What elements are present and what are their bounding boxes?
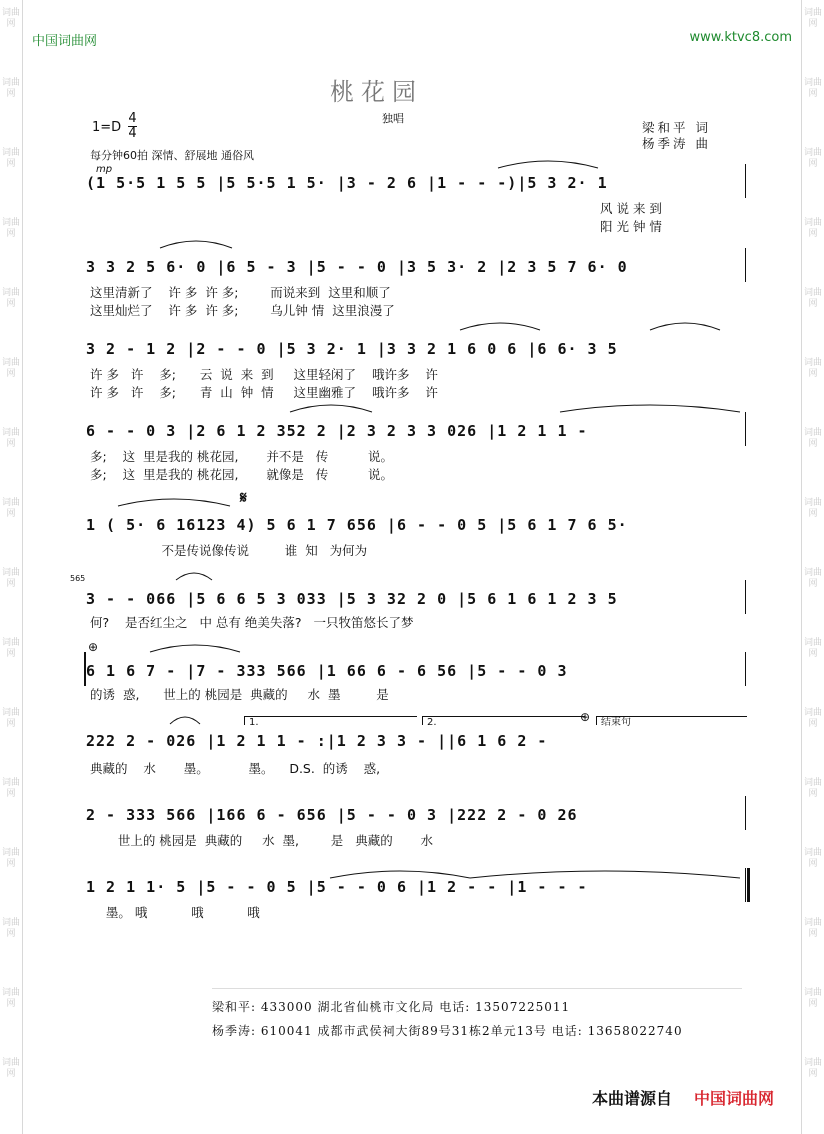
tempo-marking: 每分钟60拍 深情、舒展地 通俗风 [90, 149, 254, 162]
watermark-text: 词曲网 [804, 428, 823, 449]
source-label: 本曲谱源自 [592, 1089, 673, 1108]
segno-sign: 𝄋 [240, 488, 247, 507]
grace-notes: 565 [70, 574, 86, 583]
lyric-line: 这里清新了 许 多 许 多; 而说来到 这里和顺了 [90, 285, 391, 300]
source-brand[interactable]: 中国词曲网 [694, 1089, 775, 1108]
notation-line: 3 2 - 1 2 |2 - - 0 |5 3 2· 1 |3 3 2 1 6 0 6 |6 6· 3 5 [86, 340, 618, 358]
lyric-line: 的诱 惑, 世上的 桃园是 典藏的 水 墨 是 [90, 687, 389, 702]
composer-credit: 杨季涛 曲 [642, 136, 711, 151]
left-watermark-strip [0, 0, 23, 1134]
watermark-text: 词曲网 [804, 918, 823, 939]
lyricist-address: 梁和平: 433000 湖北省仙桃市文化局 电话: 13507225011 [212, 1000, 571, 1014]
lyric-line: 风 说 来 到 [600, 201, 662, 216]
notation-line: 6 - - 0 3 |2 6 1 2 352 2 |2 3 2 3 3 026 |1 2 1 1 - [86, 422, 588, 440]
watermark-text: 词曲网 [804, 1058, 823, 1079]
lyric-line: 这里灿烂了 许 多 许 多; 乌儿钟 情 这里浪漫了 [90, 303, 395, 318]
notation-line: 1 2 1 1· 5 |5 - - 0 5 |5 - - 0 6 |1 2 - - |1 - - - [86, 878, 588, 896]
notation-line: 1 ( 5· 6 16123 4) 5 6 1 7 656 |6 - - 0 5 |5 6 1 7 6 5· [86, 516, 628, 534]
lyric-line: 多; 这 里是我的 桃花园, 就像是 传 说。 [90, 467, 393, 482]
watermark-text: 词曲网 [2, 288, 21, 309]
watermark-text: 词曲网 [804, 988, 823, 1009]
barline [745, 580, 747, 614]
slur-arc [560, 405, 740, 412]
watermark-text: 词曲网 [804, 568, 823, 589]
lyric-line: 不是传说像传说 谁 知 为何为 [90, 543, 368, 558]
watermark-text: 词曲网 [2, 358, 21, 379]
volta-label: 2. [427, 717, 437, 728]
watermark-text: 词曲网 [804, 8, 823, 29]
lyric-line: 多; 这 里是我的 桃花园, 并不是 传 说。 [90, 449, 393, 464]
composer-address: 杨季涛: 610041 成都市武侯祠大街89号31栋2单元13号 电话: 13658022740 [212, 1024, 683, 1038]
notation-line: 2 - 333 566 |166 6 - 656 |5 - - 0 3 |222 2 - 0 26 [86, 806, 578, 824]
watermark-text: 词曲网 [804, 848, 823, 869]
watermark-text: 词曲网 [2, 918, 21, 939]
barline [745, 164, 747, 198]
watermark-text: 词曲网 [804, 638, 823, 659]
slur-arc [160, 241, 232, 248]
final-barline [745, 868, 750, 902]
source-attribution [592, 1086, 774, 1109]
barline [745, 248, 747, 282]
notation-line: 222 2 - 026 |1 2 1 1 - :|1 2 3 3 - ||6 1 6 2 - [86, 732, 548, 750]
watermark-text: 词曲网 [2, 988, 21, 1009]
footer-divider [212, 988, 742, 989]
watermark-text: 词曲网 [2, 78, 21, 99]
notation-line: 6 1 6 7 - |7 - 333 566 |1 66 6 - 6 56 |5 - - 0 3 [86, 662, 568, 680]
watermark-text: 词曲网 [804, 148, 823, 169]
lyric-line: 许 多 许 多; 青 山 钟 情 这里幽雅了 哦许多 许 [90, 385, 438, 400]
watermark-text: 词曲网 [2, 568, 21, 589]
watermark-text: 词曲网 [2, 708, 21, 729]
score-system-3 [86, 330, 746, 370]
watermark-text: 词曲网 [2, 148, 21, 169]
watermark-text: 词曲网 [804, 78, 823, 99]
slur-arc [290, 405, 372, 412]
watermark-text: 词曲网 [804, 288, 823, 309]
site-url[interactable]: www.ktvc8.com [689, 30, 792, 45]
lyric-line: 许 多 许 多; 云 说 来 到 这里轻闲了 哦许多 许 [90, 367, 438, 382]
score-system-9 [86, 796, 746, 836]
score-system-4 [86, 412, 746, 452]
lyric-line: 阳 光 钟 情 [600, 219, 662, 234]
slur-arc [118, 499, 230, 506]
lyric-line: 何? 是否红尘之 中 总有 绝美失落? 一只牧笛悠长了梦 [90, 615, 414, 630]
right-watermark-strip [801, 0, 824, 1134]
song-title: 桃花园 [330, 78, 423, 106]
barline [745, 412, 747, 446]
notation-line: 3 - - 066 |5 6 6 5 3 033 |5 3 32 2 0 |5 6 1 6 1 2 3 5 [86, 590, 618, 608]
notation-line: (1 5·5 1 5 5 |5 5·5 1 5· |3 - 2 6 |1 - - -)|5 3 2· 1 [86, 174, 608, 192]
lyric-line: 墨。 哦 哦 哦 [90, 905, 260, 920]
slur-arc [150, 645, 240, 652]
watermark-text: 词曲网 [2, 218, 21, 239]
watermark-text: 词曲网 [2, 778, 21, 799]
notation-line: 3 3 2 5 6· 0 |6 5 - 3 |5 - - 0 |3 5 3· 2 |2 3 5 7 6· 0 [86, 258, 628, 276]
slur-arc [460, 323, 540, 330]
slur-arc [176, 573, 212, 580]
coda-sign: ⊕ [580, 710, 591, 724]
ending-label: 结束句 [601, 717, 631, 728]
score-system-5 [86, 506, 746, 546]
watermark-text: 词曲网 [2, 638, 21, 659]
time-bottom: 4 [128, 126, 137, 141]
watermark-text: 词曲网 [2, 848, 21, 869]
key-signature: 1=D [92, 120, 122, 135]
score-system-1 [86, 164, 746, 204]
lyricist-credit: 梁和平 词 [642, 120, 711, 135]
watermark-text: 词曲网 [2, 1058, 21, 1079]
watermark-text: 词曲网 [804, 708, 823, 729]
time-signature [128, 112, 137, 141]
barline [745, 796, 747, 830]
watermark-text: 词曲网 [2, 498, 21, 519]
watermark-text: 词曲网 [2, 8, 21, 29]
watermark-text: 词曲网 [804, 218, 823, 239]
lyric-line: 典藏的 水 墨。 墨。 D.S. 的诱 惑, [90, 761, 381, 776]
slur-arc [650, 323, 720, 330]
score-system-8 [86, 722, 746, 762]
lyric-line: 世上的 桃园是 典藏的 水 墨, 是 典藏的 水 [90, 833, 434, 848]
watermark-text: 词曲网 [804, 498, 823, 519]
score-system-10 [86, 868, 746, 908]
barline [84, 652, 86, 686]
volta-label: 1. [249, 717, 259, 728]
watermark-text: 词曲网 [2, 428, 21, 449]
coda-sign: ⊕ [88, 640, 99, 654]
score-system-2 [86, 248, 746, 288]
watermark-text: 词曲网 [804, 358, 823, 379]
dynamic-mark: mp [96, 164, 113, 175]
barline [745, 652, 747, 686]
watermark-text: 词曲网 [804, 778, 823, 799]
site-logo-text[interactable]: 中国词曲网 [32, 34, 98, 49]
performance-type: 独唱 [382, 112, 404, 125]
time-top: 4 [128, 111, 137, 126]
